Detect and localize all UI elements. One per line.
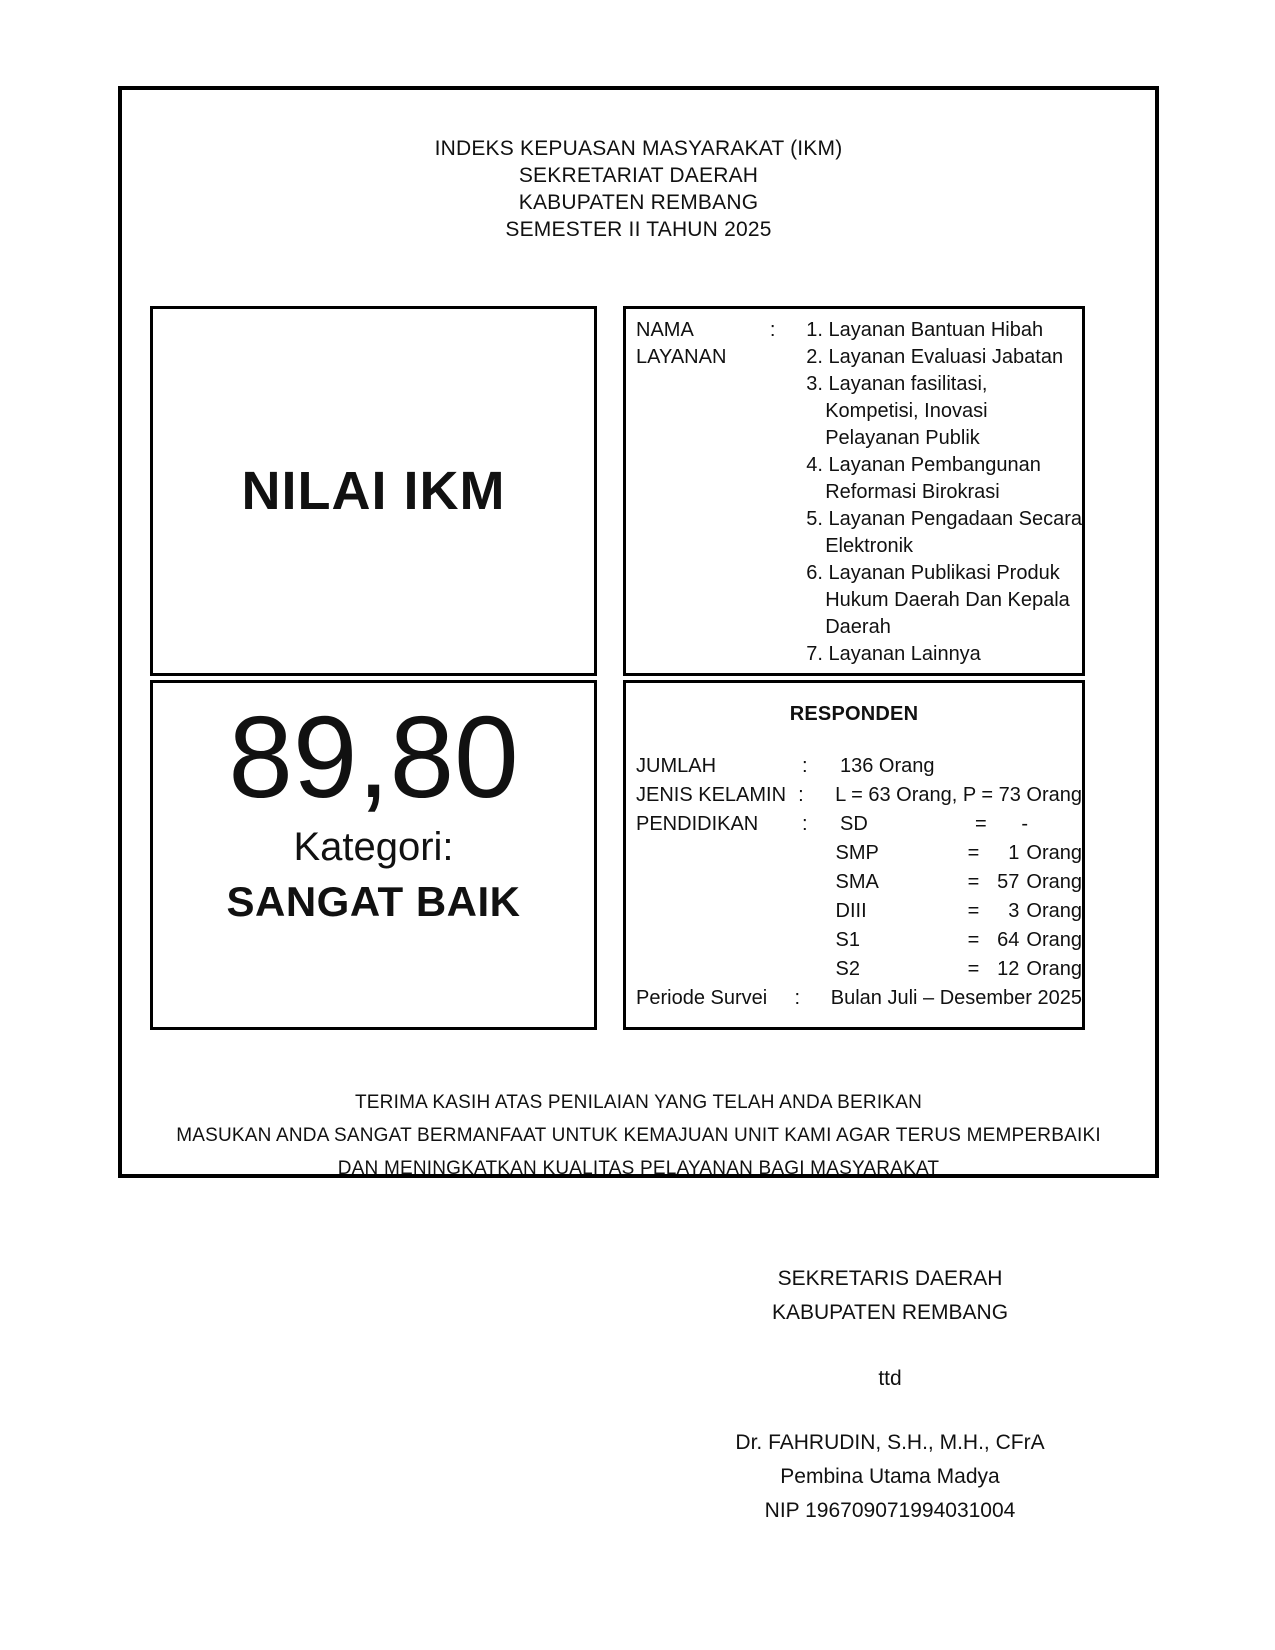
- service-line: 4. Layanan Pembangunan: [806, 454, 1041, 476]
- edu-count: 1: [1008, 842, 1020, 864]
- edu-count: 64: [997, 929, 1020, 951]
- row-label: Periode Survei: [636, 987, 768, 1009]
- nama-layanan-colon: :: [769, 319, 776, 341]
- nama-layanan-box: [623, 306, 1085, 676]
- row-colon: :: [802, 813, 808, 835]
- nilai-ikm-heading-box: [150, 306, 597, 676]
- thanks-line-1: TERIMA KASIH ATAS PENILAIAN YANG TELAH ANDA BERIKAN: [354, 1092, 922, 1113]
- row-value: 136 Orang: [840, 755, 935, 777]
- edu-level: S2: [835, 958, 860, 980]
- nama-layanan-label: [636, 317, 770, 668]
- service-line: 6. Layanan Publikasi Produk: [806, 562, 1060, 584]
- edu-equals: =: [967, 842, 980, 864]
- edu-count: 57: [997, 871, 1020, 893]
- responden-row-periode: [626, 984, 1082, 1013]
- signature-name: Dr. FAHRUDIN, S.H., M.H., CFrA: [735, 1431, 1045, 1454]
- edu-equals: =: [967, 929, 980, 951]
- edu-equals: =: [967, 958, 980, 980]
- service-line: Daerah: [825, 616, 891, 638]
- service-line: 3. Layanan fasilitasi,: [806, 373, 988, 395]
- report-border-box: [118, 86, 1159, 1178]
- thanks-line-2: MASUKAN ANDA SANGAT BERMANFAAT UNTUK KEMAJUAN UNIT KAMI AGAR TERUS MEMPERBAIKI: [176, 1125, 1101, 1146]
- edu-level: SD: [840, 813, 868, 835]
- signature-rank: Pembina Utama Madya: [780, 1465, 1000, 1488]
- ikm-score: 89,80: [228, 692, 519, 822]
- report-title: [122, 135, 1155, 243]
- edu-equals: =: [975, 813, 987, 835]
- responden-row-jenis-kelamin: [626, 781, 1082, 810]
- thank-you-message: [122, 1086, 1155, 1185]
- service-line: Reformasi Birokrasi: [825, 481, 1000, 503]
- responden-row-pendidikan-s2: [626, 955, 1082, 984]
- responden-row-pendidikan-diii: [626, 897, 1082, 926]
- row-label: JUMLAH: [636, 755, 717, 777]
- service-line: 2. Layanan Evaluasi Jabatan: [806, 346, 1064, 368]
- service-list: [806, 317, 1082, 668]
- signature-block: [645, 1262, 1135, 1528]
- edu-unit: Orang: [1026, 929, 1083, 951]
- signature-office-line-1: SEKRETARIS DAERAH: [777, 1267, 1003, 1290]
- edu-count: 12: [997, 958, 1020, 980]
- title-line-1: INDEKS KEPUASAN MASYARAKAT (IKM): [434, 137, 843, 160]
- responden-box: [623, 680, 1085, 1030]
- edu-count: -: [1021, 813, 1028, 835]
- service-line: 7. Layanan Lainnya: [806, 643, 981, 665]
- responden-heading: RESPONDEN: [789, 703, 919, 725]
- thanks-line-3: DAN MENINGKATKAN KUALITAS PELAYANAN BAGI MASYARAKAT: [337, 1158, 940, 1179]
- responden-row-pendidikan-s1: [626, 926, 1082, 955]
- kategori-value: SANGAT BAIK: [226, 877, 521, 925]
- row-value: Bulan Juli – Desember 2025: [830, 987, 1082, 1009]
- responden-row-pendidikan-sma: [626, 868, 1082, 897]
- edu-equals: =: [967, 871, 980, 893]
- signature-office-line-2: KABUPATEN REMBANG: [771, 1301, 1009, 1324]
- responden-row-jumlah: [626, 752, 1082, 781]
- service-line: Kompetisi, Inovasi: [825, 400, 988, 422]
- edu-count: 3: [1008, 900, 1020, 922]
- row-colon: :: [798, 784, 804, 806]
- row-colon: :: [802, 755, 808, 777]
- responden-row-pendidikan-smp: [626, 839, 1082, 868]
- row-label: JENIS KELAMIN: [636, 784, 787, 806]
- edu-equals: =: [967, 900, 980, 922]
- title-line-2: SEKRETARIAT DAERAH: [518, 164, 759, 187]
- edu-unit: Orang: [1026, 871, 1083, 893]
- service-line: Hukum Daerah Dan Kepala: [825, 589, 1070, 611]
- nilai-ikm-label: NILAI IKM: [241, 461, 506, 521]
- nama-layanan-label-line-1: NAMA: [636, 319, 694, 341]
- row-colon: :: [794, 987, 801, 1009]
- service-line: 5. Layanan Pengadaan Secara: [806, 508, 1082, 530]
- kategori-label: Kategori:: [293, 824, 454, 869]
- edu-level: SMP: [835, 842, 879, 864]
- title-line-4: SEMESTER II TAHUN 2025: [505, 218, 772, 241]
- nilai-ikm-score-box: [150, 680, 597, 1030]
- nama-layanan-label-line-2: LAYANAN: [636, 346, 727, 368]
- responden-row-pendidikan-sd: [626, 810, 1082, 839]
- edu-level: DIII: [835, 900, 867, 922]
- edu-unit: Orang: [1026, 900, 1083, 922]
- edu-unit: Orang: [1026, 842, 1083, 864]
- edu-level: SMA: [835, 871, 879, 893]
- edu-unit: Orang: [1026, 958, 1083, 980]
- nama-layanan-table: [626, 309, 1082, 668]
- service-line: Pelayanan Publik: [825, 427, 980, 449]
- title-line-3: KABUPATEN REMBANG: [518, 191, 759, 214]
- row-label: PENDIDIKAN: [636, 813, 759, 835]
- row-value: L = 63 Orang, P = 73 Orang: [835, 784, 1082, 806]
- service-line: 1. Layanan Bantuan Hibah: [806, 319, 1044, 341]
- signature-nip: NIP 196709071994031004: [764, 1499, 1016, 1522]
- edu-level: S1: [835, 929, 860, 951]
- service-line: Elektronik: [825, 535, 914, 557]
- signature-ttd: ttd: [878, 1367, 902, 1390]
